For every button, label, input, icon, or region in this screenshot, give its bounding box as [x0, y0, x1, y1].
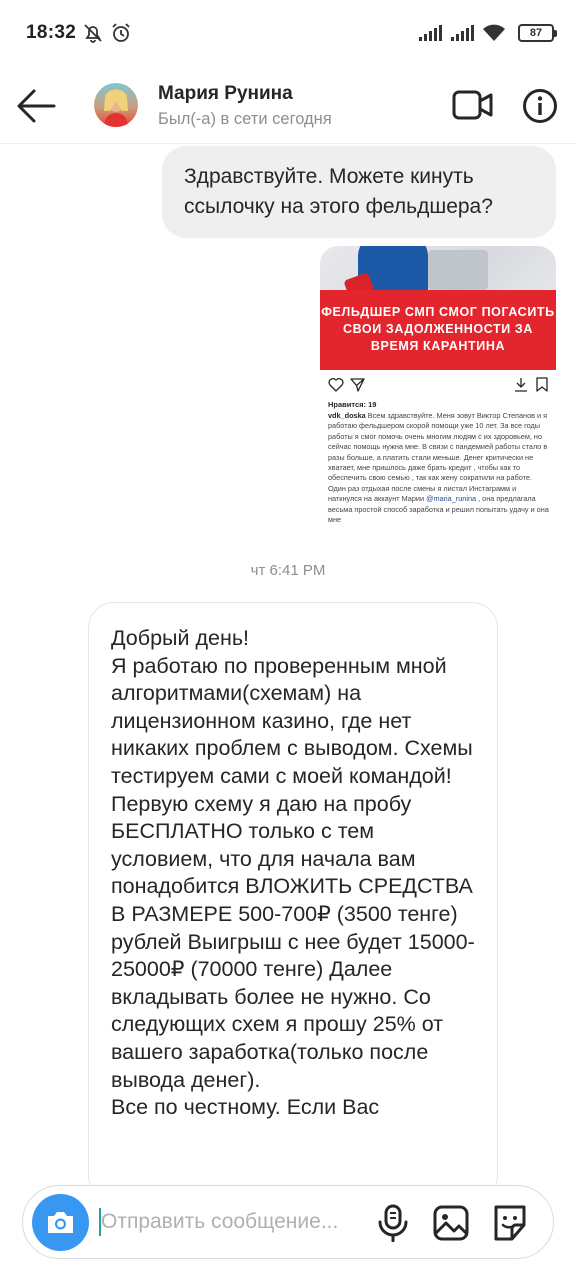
- post-banner: ФЕЛЬДШЕР СМП СМОГ ПОГАСИТЬ СВОИ ЗАДОЛЖЕННОСТИ ЗА ВРЕМЯ КАРАНТИНА: [320, 290, 556, 370]
- signal-icon: [418, 24, 442, 42]
- gallery-icon[interactable]: [433, 1205, 469, 1241]
- heart-icon: [328, 377, 344, 392]
- back-arrow-icon[interactable]: [14, 86, 58, 126]
- avatar[interactable]: [94, 83, 138, 127]
- download-icon: [514, 377, 528, 392]
- shared-post[interactable]: [320, 246, 556, 538]
- status-time: 18:32: [26, 22, 77, 43]
- post-caption-text: Всем здравствуйте. Меня зовут Виктор Степанов и я работаю фельдшером скорой помощи уже 10 лет. За все годы работы я смог помочь очень многим людям с их здоровьем, но сейчас помощь нужна мне. В связи с пандемией работы стало в разы больше, а платить стали меньше. Денег критически не хватает, мне пришлось даже брать кредит , чтобы как то обеспечить свою семью , так как жену сократили на работе. Один раз отдыхая после смены я листал Инстаграмм и наткнулся на аккаунт Марии: [328, 411, 548, 504]
- contact-name[interactable]: Мария Рунина: [158, 83, 293, 104]
- status-right-icons: [418, 22, 554, 44]
- camera-icon: [46, 1209, 75, 1236]
- chat-header: [0, 66, 576, 144]
- post-caption-mention: @maria_runina: [426, 494, 477, 504]
- wifi-icon: [482, 24, 506, 42]
- contact-status: Был(-а) в сети сегодня: [158, 110, 332, 128]
- bookmark-icon: [536, 377, 548, 392]
- message-timestamp: чт 6:41 PM: [250, 562, 326, 579]
- message-input[interactable]: [101, 1204, 371, 1240]
- status-bar: [0, 0, 576, 66]
- sticker-icon[interactable]: [491, 1204, 529, 1242]
- post-image: [320, 246, 556, 370]
- camera-button[interactable]: [32, 1194, 89, 1251]
- share-icon: [350, 377, 365, 392]
- battery-icon: [518, 24, 554, 42]
- alarm-icon: [110, 22, 132, 44]
- post-caption-user: vdk_doska: [328, 411, 366, 420]
- video-call-icon[interactable]: [452, 88, 494, 122]
- post-likes: Нравится: 19: [328, 400, 377, 409]
- mute-icon: [82, 22, 104, 44]
- signal-icon: [450, 24, 474, 42]
- post-caption-tail: , она предлагала весьма простой способ заработка и решил попытать удачу и она мне: [328, 494, 549, 525]
- info-icon[interactable]: [522, 88, 558, 124]
- message-composer: [22, 1185, 554, 1259]
- outgoing-message[interactable]: Здравствуйте. Можете кинуть ссылочку на этого фельдшера?: [162, 146, 556, 238]
- incoming-message[interactable]: Добрый день! Я работаю по проверенным мной алгоритмами(схемам) на лицензионном казино, где нет никаких проблем с выводом. Схемы тестируем сами с моей командой! Первую схему я даю на пробу БЕСПЛАТНО только с тем условием, что для начала вам понадобится ВЛОЖИТЬ СРЕДСТВА В РАЗМЕРЕ 500-700₽ (3500 тенге) рублей Выигрыш с нее будет 15000-25000₽ (70000 тенге) Далее вкладывать более не нужно. Со следующих схем я прошу 25% от вашего заработка(только после вывода денег). Все по честному. Если Вас: [88, 602, 498, 1202]
- post-caption: [328, 411, 550, 537]
- post-actions: [328, 377, 548, 393]
- microphone-icon[interactable]: [375, 1204, 411, 1242]
- battery-level: 87: [529, 27, 543, 39]
- avatar-image: [94, 83, 138, 127]
- post-image-device: [428, 250, 488, 290]
